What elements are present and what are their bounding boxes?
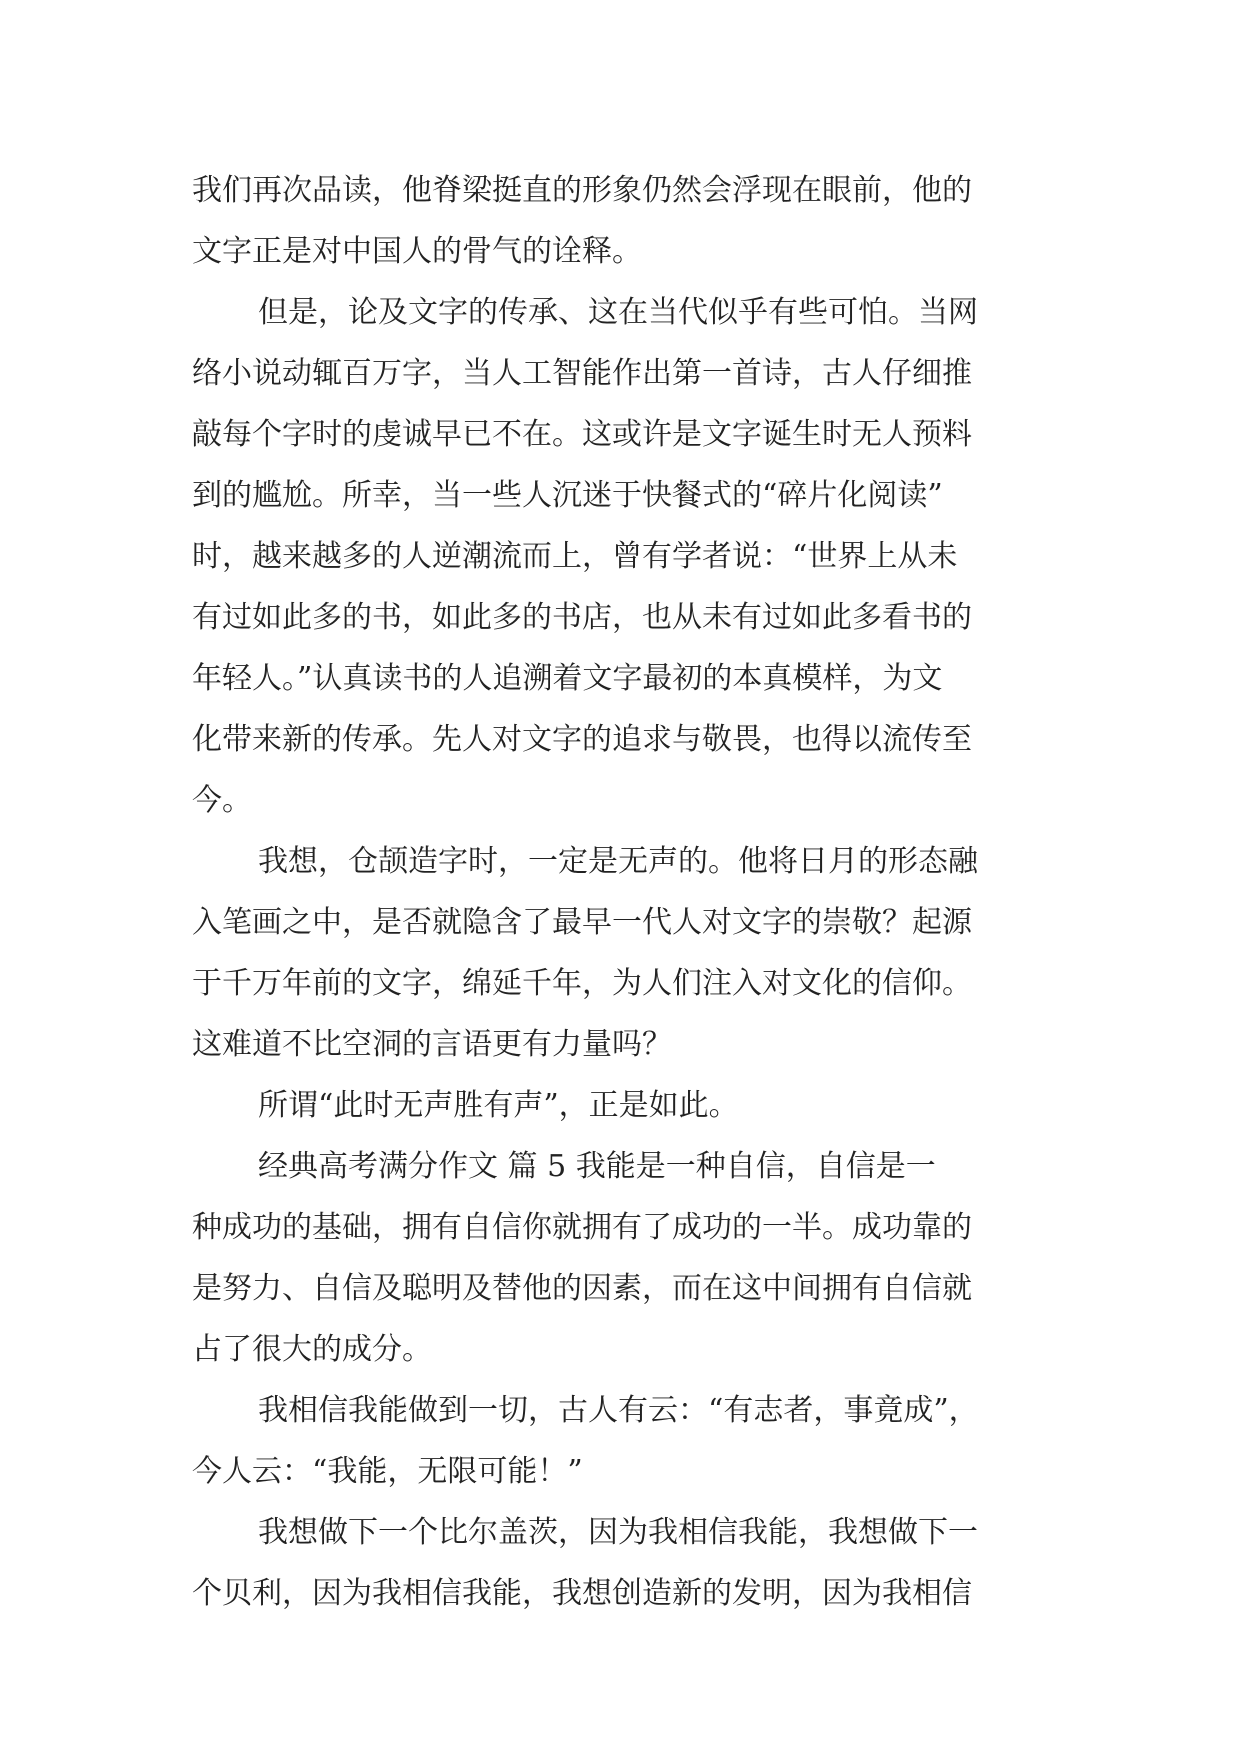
paragraph-start-line: 我相信我能做到一切，古人有云：“有志者，事竟成”，: [258, 1393, 979, 1428]
text-line: 今人云：“我能，无限可能！”: [192, 1454, 583, 1489]
paragraph-start-line: 我想做下一个比尔盖茨，因为我相信我能，我想做下一: [258, 1515, 978, 1550]
essay-text: [192, 160, 1052, 1624]
paragraph-start-line: 我想，仓颉造字时，一定是无声的。他将日月的形态融: [258, 844, 978, 879]
text-line: 种成功的基础，拥有自信你就拥有了成功的一半。成功靠的: [192, 1210, 972, 1245]
text-line: 时，越来越多的人逆潮流而上，曾有学者说：“世界上从未: [192, 539, 958, 574]
text-line: 占了很大的成分。: [192, 1332, 432, 1367]
text-line: 络小说动辄百万字，当人工智能作出第一首诗，古人仔细推: [192, 356, 972, 391]
text-line: 年轻人。”认真读书的人追溯着文字最初的本真模样，为文: [192, 661, 943, 696]
paragraph-start-line: 所谓“此时无声胜有声”，正是如此。: [258, 1088, 739, 1123]
text-line: 这难道不比空洞的言语更有力量吗？: [192, 1027, 672, 1062]
text-line: 今。: [192, 783, 252, 818]
text-line: 文字正是对中国人的骨气的诠释。: [192, 234, 642, 269]
paragraph-start-line: 但是，论及文字的传承、这在当代似乎有些可怕。当网: [258, 295, 978, 330]
text-line: 敲每个字时的虔诚早已不在。这或许是文字诞生时无人预料: [192, 417, 972, 452]
text-line: 个贝利，因为我相信我能，我想创造新的发明，因为我相信: [192, 1576, 972, 1611]
text-line: 到的尴尬。所幸，当一些人沉迷于快餐式的“碎片化阅读”: [192, 478, 943, 513]
text-line: 我们再次品读，他脊梁挺直的形象仍然会浮现在眼前，他的: [192, 173, 972, 208]
text-line: 于千万年前的文字，绵延千年，为人们注入对文化的信仰。: [192, 966, 972, 1001]
text-line: 是努力、自信及聪明及替他的因素，而在这中间拥有自信就: [192, 1271, 972, 1306]
text-line: 化带来新的传承。先人对文字的追求与敬畏，也得以流传至: [192, 722, 972, 757]
text-line: 有过如此多的书，如此多的书店，也从未有过如此多看书的: [192, 600, 972, 635]
text-line: 入笔画之中，是否就隐含了最早一代人对文字的崇敬？起源: [192, 905, 972, 940]
section-heading-line: 经典高考满分作文 篇 5 我能是一种自信，自信是一: [258, 1149, 936, 1184]
